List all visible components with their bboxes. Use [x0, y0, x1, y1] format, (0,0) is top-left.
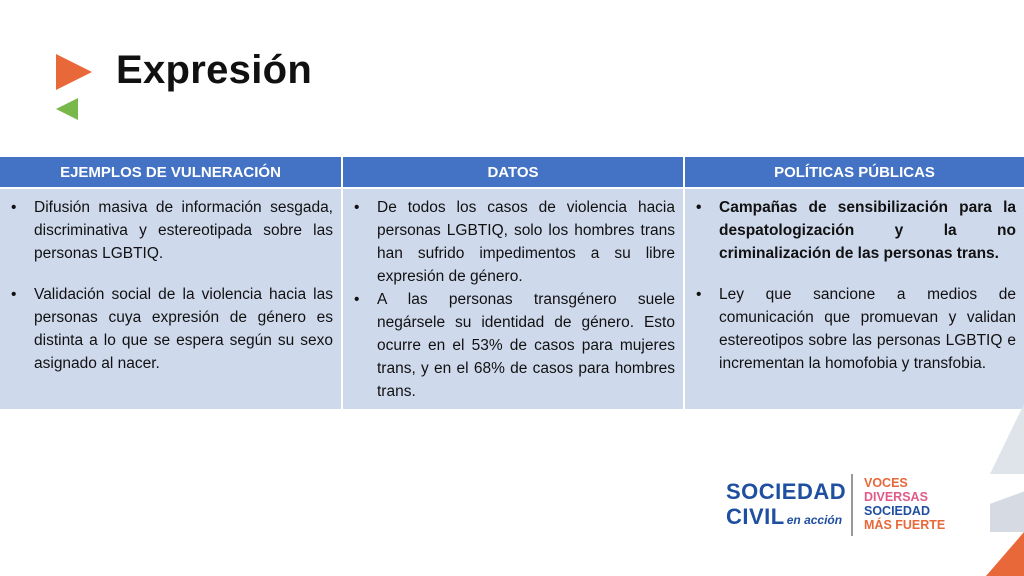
table-row [0, 188, 1024, 409]
list-item: • A las personas transgénero suele negársele su identidad de género. Esto ocurre en el 53% de casos para mujeres trans, y en el 68% de casos para hombres trans. [351, 288, 675, 403]
header-datos: DATOS [342, 157, 684, 188]
logo-sociedad-text: SOCIEDAD [726, 479, 847, 504]
politicas-list [693, 196, 1016, 375]
datos-list [351, 196, 675, 403]
header-ejemplos: EJEMPLOS DE VULNERACIÓN [0, 157, 342, 188]
slide-title: Expresión [116, 48, 313, 92]
logo-civil-text: CIVIL [726, 504, 785, 529]
cell-datos [342, 188, 684, 409]
logo-accion-text: en acción [786, 513, 843, 527]
list-item: • Difusión masiva de información sesgada, discriminativa y estereotipada sobre las personas LGBTIQ. [8, 196, 333, 265]
logo-sociedad2-text: SOCIEDAD [864, 504, 930, 518]
arrow-left-icon [56, 98, 78, 120]
content-table [0, 157, 1024, 409]
logo-masfuerte-text: MÁS FUERTE [864, 518, 946, 532]
corner-orange-decoration [986, 532, 1024, 576]
arrow-right-icon [56, 54, 92, 90]
table-header-row [0, 157, 1024, 188]
sociedad-civil-logo [726, 476, 966, 542]
logo-voces-text: VOCES [864, 476, 908, 490]
logo-diversas-text: DIVERSAS [864, 490, 928, 504]
logo-divider [851, 474, 853, 536]
cell-ejemplos [0, 188, 342, 409]
logo-left-block [726, 480, 846, 533]
header-politicas: POLÍTICAS PÚBLICAS [684, 157, 1024, 188]
list-item: • De todos los casos de violencia hacia personas LGBTIQ, solo los hombres trans han sufrido impedimentos a su libre expresión de género. [351, 196, 675, 288]
list-item: • Campañas de sensibilización para la despatologización y la no criminalización de las personas trans. [693, 196, 1016, 265]
corner-decoration [990, 404, 1024, 474]
ejemplos-list [8, 196, 333, 375]
logo-right-block [864, 476, 945, 532]
cell-politicas [684, 188, 1024, 409]
logo-civil-row [726, 504, 846, 533]
list-item: • Ley que sancione a medios de comunicación que promuevan y validan estereotipos sobre las personas LGBTIQ e incrementan la homofobia y transfobia. [693, 283, 1016, 375]
corner-decoration [990, 470, 1024, 532]
list-item: • Validación social de la violencia hacia las personas cuya expresión de género es distinta a lo que se espera según su sexo asignado al nacer. [8, 283, 333, 375]
